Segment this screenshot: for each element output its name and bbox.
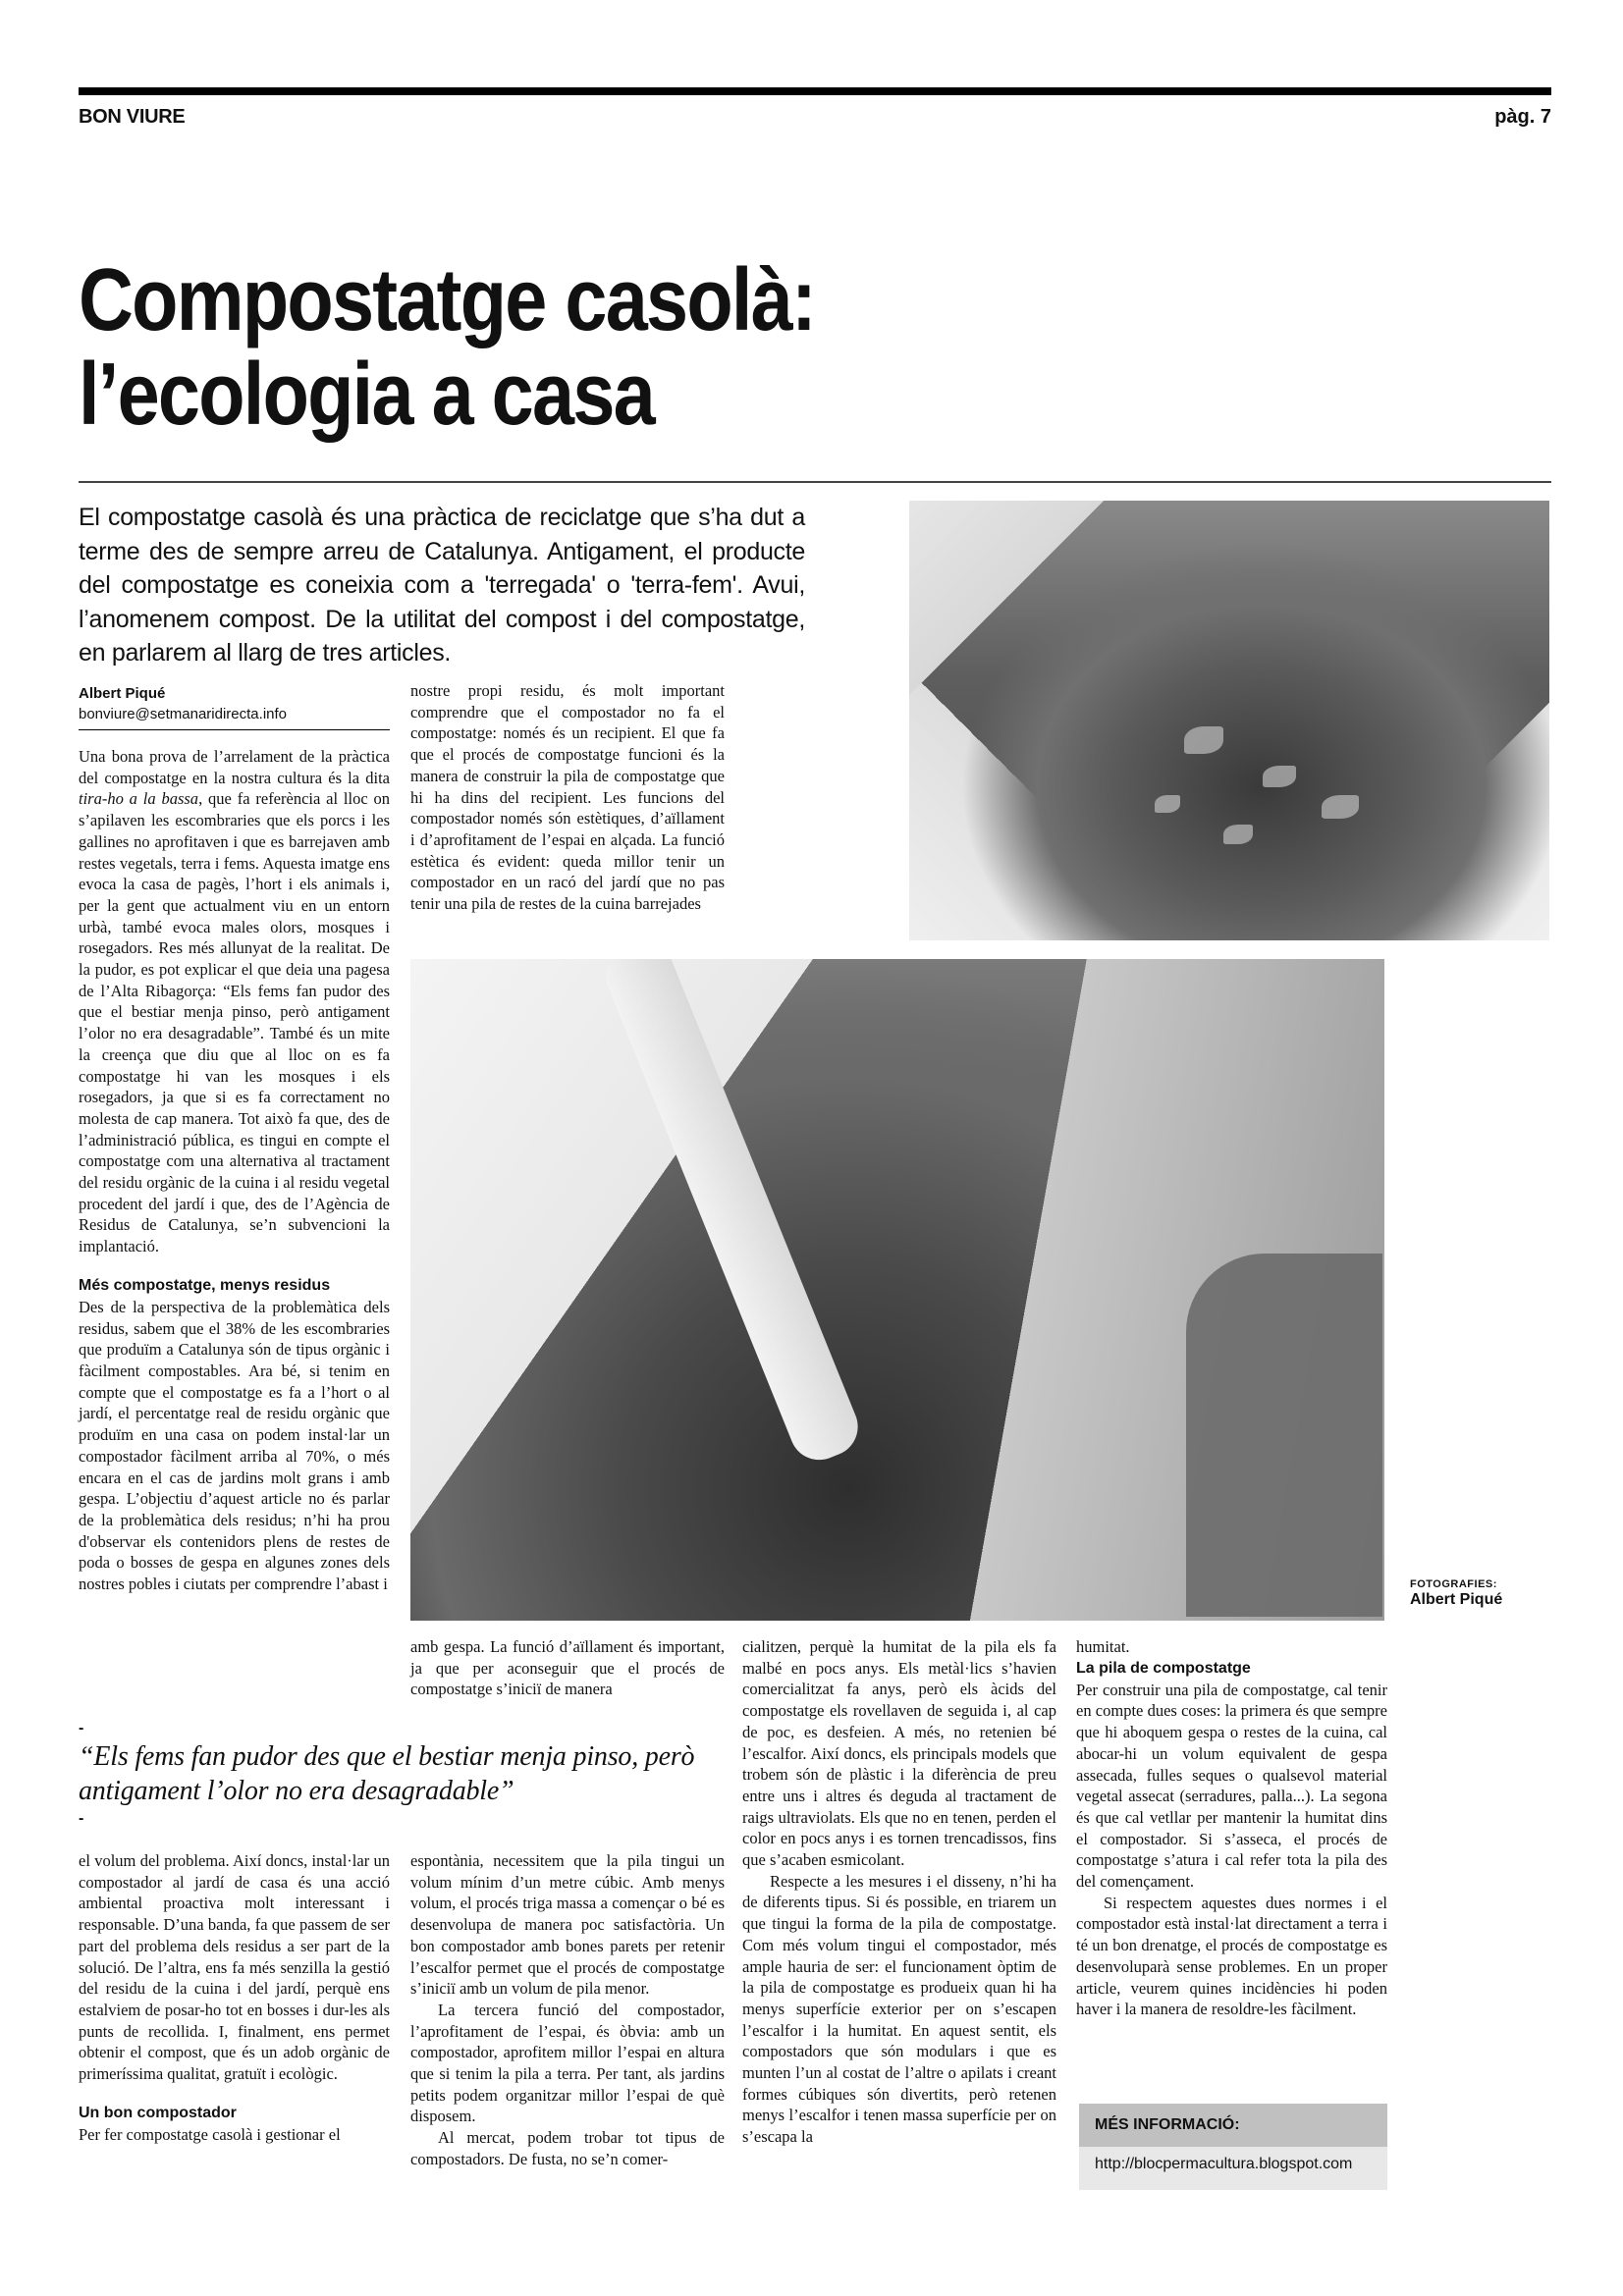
- quote-dash-top: -: [79, 1720, 84, 1736]
- lede-paragraph: El compostatge casolà és una pràctica de reciclatge que s’ha dut a terme des de sempre arreu de Catalunya. Antigament, el producte del compostatge es coneixia com a 'terregada' o 'terra-fem'. Avui, l’anomenem compost. De la utilitat del compost i del compostatge, en parlarem al llarg de tres articles.: [79, 504, 805, 667]
- author-name: Albert Piqué: [79, 685, 166, 702]
- subhead-mes-compostatge: Més compostatge, menys residus: [79, 1276, 331, 1294]
- headline-line-1: Compostatge casolà:: [79, 251, 816, 349]
- headline-rule: [79, 481, 1551, 483]
- body-paragraph: Des de la perspectiva de la problemàtica dels residus, sabem que el 38% de les escombraries que produïm a Catalunya són de tipus orgànic i fàcilment compostables. Ara bé, si tenim en compte que el compostatge es fa a l’hort o al jardí, el percentatge real de residu orgànic que produïm en una casa on podem instal·lar un compostador fàcilment arriba al 70%, o més encara en el cas de jardins molt grans i amb gespa. L’objectiu d’aquest article no és parlar de la problemàtica dels residus; n’hi ha prou d'observar els contenidors plens de restes de poda o bosses de gespa en algunes zones dels nostres pobles i ciutats per comprendre l’abast i: [79, 1297, 390, 1594]
- body-paragraph: espontània, necessitem que la pila tingui un volum mínim d’un metre cúbic. Amb menys volum, el procés triga massa a començar o bé es desenvolupa de manera poc satisfactòria. Un bon compostador amb bones parets per retenir l’escalfor permet que el procés de compostatge s’iniciï amb un volum de pila menor.: [410, 1851, 725, 1999]
- quote-dash-bottom: -: [79, 1810, 84, 1827]
- column-2-bottom: [410, 1850, 725, 2170]
- body-paragraph: cialitzen, perquè la humitat de la pila els fa malbé en pocs anys. Els metàl·lics s’havien comercialitzat fa anys, però els àcids del compostatge els rovellaven de seguida i, al cap de poc, es desfeien. A més, no retenien bé l’escalfor. Així doncs, els principals models que trobem són de plàstic i la diferència de preu entre uns i altres és deguda al tractament de raigs ultraviolats. Els que no en tenen, perden el color en pocs anys i es tornen trencadissos, fins que s’acaben esmicolant.: [742, 1637, 1056, 1870]
- pull-quote: [79, 1722, 736, 1826]
- body-paragraph: Al mercat, podem trobar tot tipus de compostadors. De fusta, no se’n comer-: [410, 2128, 725, 2168]
- subhead-pila-compostatge: La pila de compostatge: [1076, 1659, 1251, 1677]
- photo-credit-label: FOTOGRAFIES:: [1410, 1578, 1497, 1590]
- more-info-box: [1079, 2104, 1387, 2190]
- photo-credit-name: Albert Piqué: [1410, 1591, 1503, 1608]
- subhead-bon-compostador: Un bon compostador: [79, 2104, 237, 2121]
- body-paragraph: nostre propi residu, és molt important comprendre que el compostador no fa el compostatge: només és un recipient. El que fa que el procés de compostatge funcioni és la manera de construir la pila de compostatge que hi ha dins del recipient. Les funcions del compostador només són estètiques, d’aïllament i d’aprofitament de l’espai en alçada. La funció estètica és evident: queda millor tenir un compostador en un racó del jardí que no pas tenir una pila de restes de la cuina barrejades: [410, 681, 725, 914]
- body-paragraph: Per fer compostatge casolà i gestionar el: [79, 2124, 341, 2144]
- quote-text: “Els fems fan pudor des que el bestiar menja pinso, però antigament l’olor no era desagradable”: [79, 1741, 695, 1806]
- more-info-link[interactable]: http://blocpermacultura.blogspot.com: [1079, 2147, 1387, 2190]
- hand-compost-photo: [410, 959, 1384, 1621]
- body-paragraph: Per construir una pila de compostatge, cal tenir en compte dues coses: la primera és que sempre que hi aboquem gespa o restes de la cuina, cal abocar-hi un volum equivalent de gespa assecada, fulles seques o qualsevol material vegetal assecat (serradures, palla...). La segona és que cal vetllar per mantenir la humitat dins el compostador. Si s’asseca, el procés de compostatge s’atura i cal refer tota la pila des del començament.: [1076, 1680, 1387, 1892]
- column-3: [742, 1636, 1056, 2148]
- body-paragraph: el volum del problema. Així doncs, instal·lar un compostador al jardí de casa és una acció ambiental proactiva molt interessant i responsable. D’una banda, fa que passem de ser part del problema dels residus a ser part de la solució. De l’altra, ens fa més senzilla la gestió del residu de la cuina i del jardí, perquè ens estalviem de posar-ho tot en bosses i dur-les als punts de recollida. I, finalment, ens permet obtenir el compost, que és un adob orgànic de primeríssima qualitat, gratuït i ecològic.: [79, 1851, 390, 2084]
- column-4: [1076, 1636, 1387, 2020]
- column-2-mid: [410, 1636, 725, 1700]
- body-paragraph: humitat.: [1076, 1637, 1130, 1656]
- body-paragraph: Una bona prova de l’arrelament de la pràctica del compostatge en la nostra cultura és la dita tira-ho a la bassa, que fa referència al lloc on s’apilaven les escombraries que els porcs i les gallines no aprofitaven i que es barrejaven amb restes vegetals, terra i fems. Aquesta imatge ens evoca la casa de pagès, l’hort i els animals i, per la gent que actualment viu en un entorn urbà, també evoca males olors, mosques i rosegadors. Res més allunyat de la realitat. De la pudor, es pot explicar el que deia una pagesa de l’Alta Ribagorça: “Els fems fan pudor des que el bestiar menja pinso, però antigament l’olor no era desagradable”. També és un mite la creença que diu que al lloc on es fa compostatge hi van les mosques i els rosegadors, ja que si es fa correctament no molesta de cap manera. Tot això fa que, des de l’administració pública, es tingui en compte el compostatge com una alternativa al tractament del residu orgànic de la cuina i al residu vegetal procedent del jardí i que, des de l’Agència de Residus de Catalunya, se’n subvencioni la implantació.: [79, 747, 390, 1256]
- more-info-title: MÉS INFORMACIÓ:: [1079, 2104, 1387, 2147]
- headline-line-2: l’ecologia a casa: [79, 346, 654, 444]
- section-label: BON VIURE: [79, 106, 186, 128]
- author-email[interactable]: bonviure@setmanaridirecta.info: [79, 706, 287, 722]
- compost-bin-photo: [909, 501, 1549, 940]
- byline: [79, 684, 390, 730]
- headline: [79, 253, 815, 442]
- column-1-top: [79, 746, 390, 1595]
- italic-phrase: tira-ho a la bassa: [79, 789, 199, 809]
- body-paragraph: Si respectem aquestes dues normes i el compostador està instal·lat directament a terra i té un bon drenatge, el procés de compostatge es desenvoluparà sense problemes. En un proper article, veurem quines incidències hi poden haver i la manera de resoldre-les fàcilment.: [1076, 1893, 1387, 2019]
- photo-credit: [1410, 1578, 1502, 1610]
- body-paragraph: Respecte a les mesures i el disseny, n’hi ha de diferents tipus. Si és possible, en triarem un que tingui la forma de la pila de compostatge. Com més volum tingui el compostador, més ample hauria de ser: el funcionament òptim de la pila de compostatge es produeix quan hi ha menys superfície exterior per on s’escapen l’escalfor i la humitat. En aquest sentit, els compostadors que són modulars i que es munten l’un al costat de l’altre o apilats i creant formes cúbiques són divertits, però retenen menys l’escalfor i tenen massa superfície per on s’escapa la: [742, 1871, 1056, 2147]
- header-rule: [79, 87, 1551, 95]
- body-paragraph: La tercera funció del compostador, l’aprofitament de l’espai, és òbvia: amb un compostador, aprofitem millor l’espai en altura que si tenim la pila a terra. Per tant, als jardins petits podem organitzar millor l’espai de què disposem.: [410, 2000, 725, 2126]
- column-1-bottom: [79, 1850, 390, 2145]
- page-number: pàg. 7: [1494, 106, 1551, 128]
- column-2-top: [410, 680, 725, 915]
- body-paragraph: amb gespa. La funció d’aïllament és important, ja que per aconseguir que el procés de compostatge s’iniciï de manera: [410, 1637, 725, 1699]
